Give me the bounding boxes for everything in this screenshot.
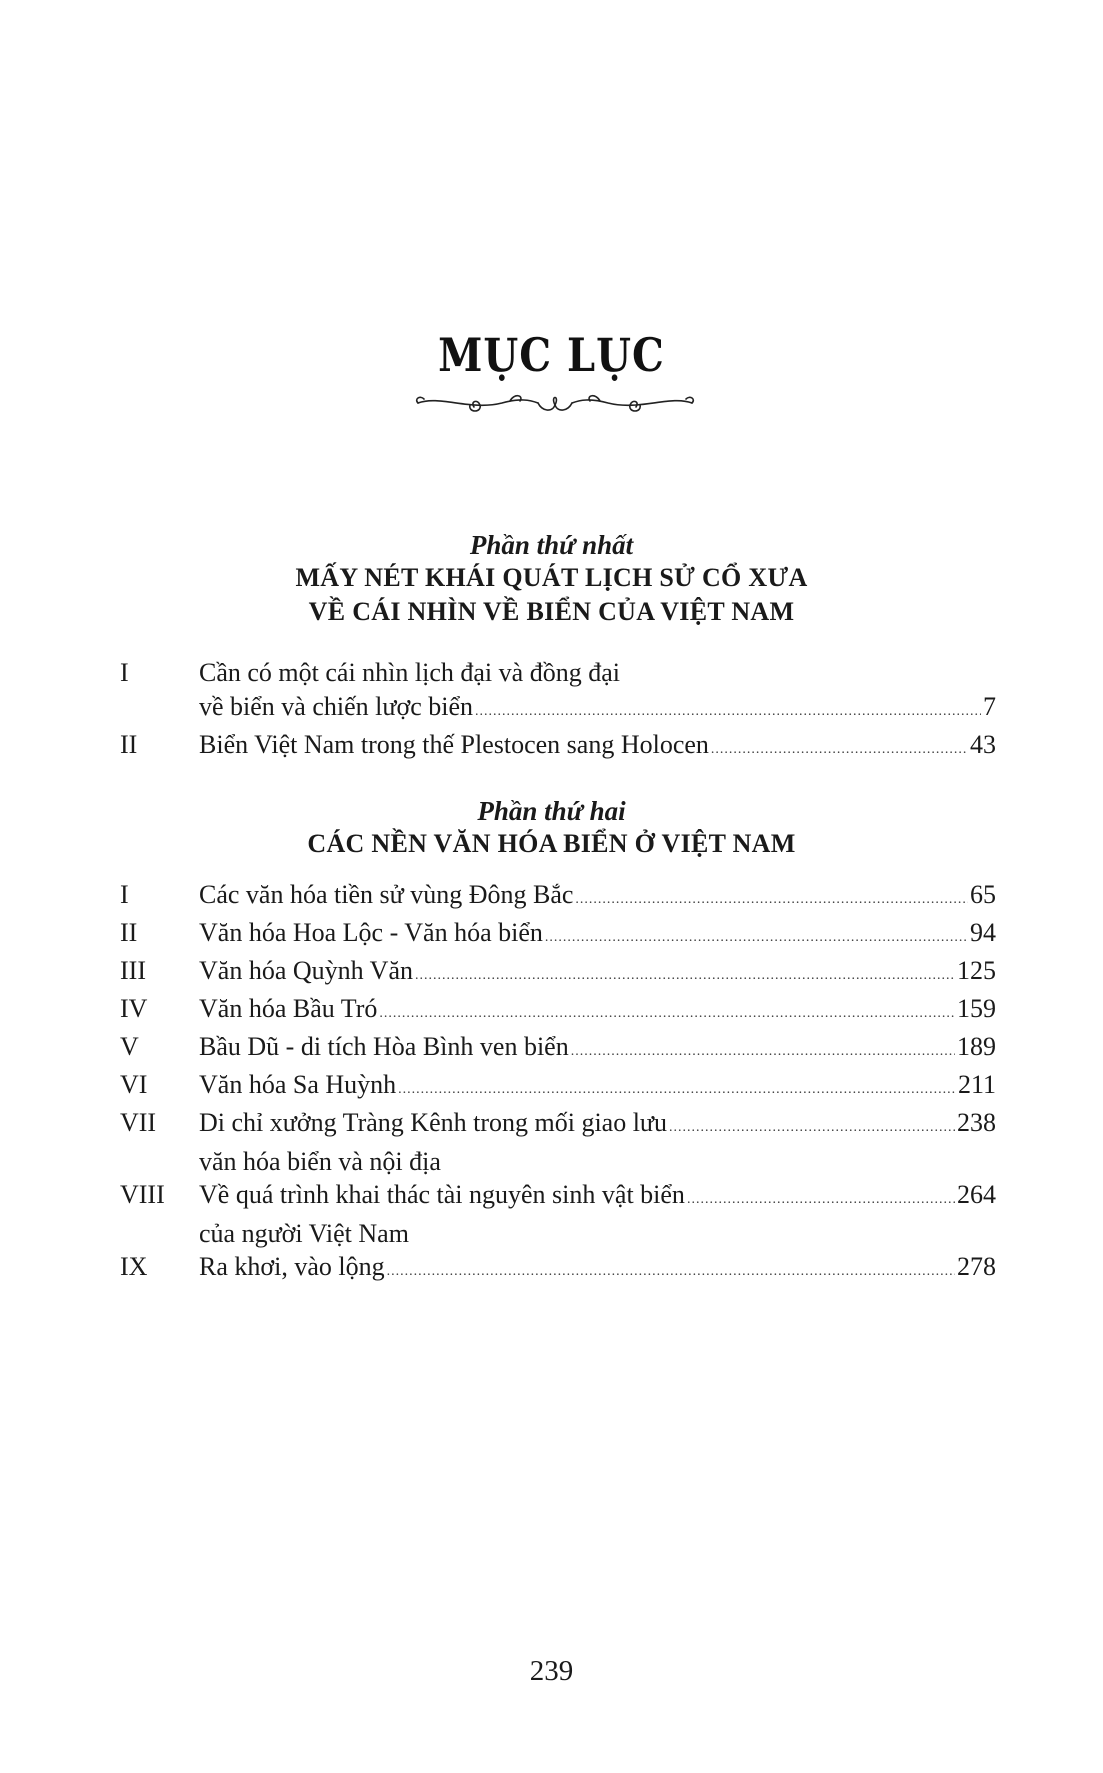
toc-entry-page: 7	[983, 692, 996, 721]
dot-leader	[398, 1073, 956, 1107]
toc-entry-page: 43	[970, 730, 996, 759]
toc-entry-title-continued: của người Việt Nam	[199, 1219, 409, 1248]
toc-entry-title-continued: văn hóa biển và nội địa	[199, 1147, 441, 1176]
toc-entry-number: VII	[120, 1108, 157, 1137]
toc-entry-page: 264	[957, 1180, 996, 1209]
toc-entry-title: Các văn hóa tiền sử vùng Đông Bắc	[199, 880, 574, 909]
part-1-label: Phần thứ nhất	[469, 530, 634, 560]
toc-entry-title: Văn hóa Sa Huỳnh	[199, 1070, 397, 1099]
dot-leader	[387, 1255, 955, 1289]
dot-leader	[545, 921, 968, 955]
toc-entry-page: 125	[957, 956, 996, 985]
dot-leader	[475, 695, 981, 729]
part-1-title-line-2: VỀ CÁI NHÌN VỀ BIỂN CỦA VIỆT NAM	[308, 597, 795, 626]
toc-entry-title: Về quá trình khai thác tài nguyên sinh vật biển	[199, 1180, 685, 1209]
dot-leader	[379, 997, 955, 1031]
dot-leader	[711, 733, 968, 767]
toc-entry-title: Di chỉ xưởng Tràng Kênh trong mối giao lưu	[199, 1108, 668, 1137]
toc-entry-title: Văn hóa Hoa Lộc - Văn hóa biển	[199, 918, 543, 947]
toc-entry-number: II	[120, 918, 138, 947]
page-title: MỤC LỤC	[438, 328, 665, 383]
toc-entry-number: III	[120, 956, 146, 985]
toc-entry-page: 94	[970, 918, 996, 947]
toc-entry-number: IX	[120, 1252, 148, 1281]
part-1-title-line-1: MẤY NÉT KHÁI QUÁT LỊCH SỬ CỔ XƯA	[295, 563, 808, 592]
toc-entry-title: Ra khơi, vào lộng	[199, 1252, 385, 1281]
toc-entry-number: I	[120, 880, 129, 909]
toc-entry-number: I	[120, 658, 129, 687]
page-number: 239	[529, 1655, 574, 1687]
toc-entry-page: 211	[957, 1070, 996, 1099]
toc-entry-page: 278	[957, 1252, 996, 1281]
toc-entry-page: 238	[957, 1108, 996, 1137]
toc-entry-number: IV	[120, 994, 148, 1023]
dot-leader	[415, 959, 955, 993]
dot-leader	[687, 1183, 955, 1217]
toc-entry-page: 159	[957, 994, 996, 1023]
toc-entry-title: Biển Việt Nam trong thế Plestocen sang Holocen	[199, 730, 709, 759]
part-2-heading	[0, 795, 1103, 861]
toc-entry-number: VIII	[120, 1180, 165, 1209]
toc-entry-title: Văn hóa Bầu Tró	[199, 994, 378, 1023]
part-2-title: CÁC NỀN VĂN HÓA BIỂN Ở VIỆT NAM	[307, 829, 796, 858]
toc-entry-title: Văn hóa Quỳnh Văn	[199, 956, 413, 985]
toc-entry-number: VI	[120, 1070, 148, 1099]
toc-entry-number: II	[120, 730, 138, 759]
dot-leader	[575, 883, 968, 917]
part-1-heading	[0, 529, 1103, 629]
toc-entry-page: 189	[957, 1032, 996, 1061]
dot-leader	[571, 1035, 955, 1069]
toc-entry-title-continued: về biển và chiến lược biển	[199, 692, 474, 721]
part-2-label: Phần thứ hai	[477, 796, 626, 826]
toc-entry-title: Bầu Dũ - di tích Hòa Bình ven biển	[199, 1032, 569, 1061]
flourish-divider-icon	[410, 385, 700, 419]
toc-entry-number: V	[120, 1032, 139, 1061]
dot-leader	[669, 1111, 955, 1145]
toc-entry-page: 65	[970, 880, 996, 909]
toc-entry-title: Cần có một cái nhìn lịch đại và đồng đại	[199, 658, 620, 687]
